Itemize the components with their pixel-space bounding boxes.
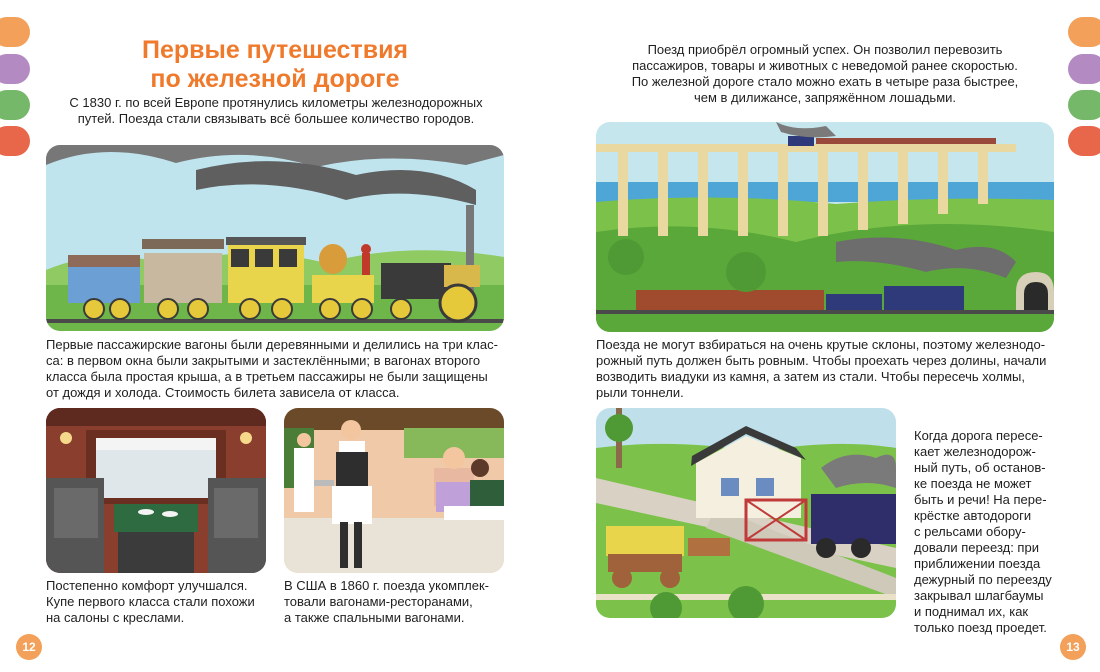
edge-tab-orange (0, 17, 30, 47)
text-line: Первые пассажирские вагоны были деревянными и делились на три клас- (46, 337, 498, 352)
title-line: по железной дороге (150, 65, 400, 93)
text-line: рожный путь должен быть ровным. Чтобы проехать через долины, начали (596, 353, 1047, 368)
text-line: Поезд приобрёл огромный успех. Он позволил перевозить (647, 42, 1003, 57)
edge-tab-purple (0, 54, 30, 84)
viaduct-illustration (596, 122, 1054, 332)
text-line: Поезда не могут взбираться на очень крутые склоны, поэтому железнодо- (596, 337, 1046, 352)
text-line: класса была простая крыша, а в третьем пассажиры не были защищены (46, 369, 488, 384)
text-line: возводить виадуки из камня, а затем из стали. Чтобы пересечь холмы, (596, 369, 1025, 384)
text-line: рыли тоннели. (596, 385, 684, 400)
text-line: приближении поезда (914, 556, 1041, 571)
page-number-right: 13 (1060, 634, 1086, 660)
compartment-illustration (46, 408, 266, 573)
text-line: пассажиров, товары и животных с неведомой ранее скоростью. (632, 58, 1018, 73)
left-caption-compartment (46, 578, 272, 626)
title-line: Первые путешествия (141, 36, 409, 64)
edge-tab-red (1068, 126, 1100, 156)
page-title (46, 36, 504, 94)
text-line: Купе первого класса стали похожи (46, 594, 255, 609)
text-line: дежурный по переезду (914, 572, 1052, 587)
right-side-caption (914, 428, 1064, 636)
left-main-caption (46, 337, 512, 401)
text-line: ный путь, об останов- (914, 460, 1046, 475)
text-line: Когда дорога пересе- (914, 428, 1043, 443)
edge-tab-purple (1068, 54, 1100, 84)
text-line: С 1830 г. по всей Европе протянулись километры железнодорожных (69, 95, 483, 110)
text-line: ке поезда не может (914, 476, 1032, 491)
edge-tab-green (0, 90, 30, 120)
text-line: В США в 1860 г. поезда укомплек- (284, 578, 489, 593)
text-line: с рельсами обору- (914, 524, 1026, 539)
text-line: кает железнодорож- (914, 444, 1036, 459)
edge-tab-green (1068, 90, 1100, 120)
text-line: путей. Поезда стали связывать всё большее количество городов. (77, 111, 475, 126)
page-number-left: 12 (16, 634, 42, 660)
text-line: только поезд проедет. (914, 620, 1047, 635)
text-line: са: в первом окна были закрытыми и застеклёнными; в вагонах второго (46, 353, 481, 368)
text-line: от дождя и холода. Стоимость билета зависела от класса. (46, 385, 400, 400)
text-line: крёстке автодороги (914, 508, 1032, 523)
right-intro (586, 42, 1064, 106)
edge-tab-orange (1068, 17, 1100, 47)
edge-tab-red (0, 126, 30, 156)
text-line: чем в дилижансе, запряжённом лошадьми. (693, 90, 957, 105)
text-line: Постепенно комфорт улучшался. (46, 578, 248, 593)
text-line: быть и речи! На пере- (914, 492, 1047, 507)
text-line: довали переезд: при (914, 540, 1039, 555)
text-line: По железной дороге стало можно ехать в четыре раза быстрее, (631, 74, 1019, 89)
left-intro (42, 95, 510, 127)
text-line: и поднимал их, как (914, 604, 1029, 619)
left-caption-restaurant (284, 578, 512, 626)
text-line: товали вагонами-ресторанами, (284, 594, 473, 609)
restaurant-car-illustration (284, 408, 504, 573)
text-line: а также спальными вагонами. (284, 610, 465, 625)
early-train-illustration (46, 145, 504, 331)
level-crossing-illustration (596, 408, 896, 618)
right-main-caption (596, 337, 1066, 401)
text-line: на салоны с креслами. (46, 610, 185, 625)
text-line: закрывал шлагбаумы (914, 588, 1044, 603)
